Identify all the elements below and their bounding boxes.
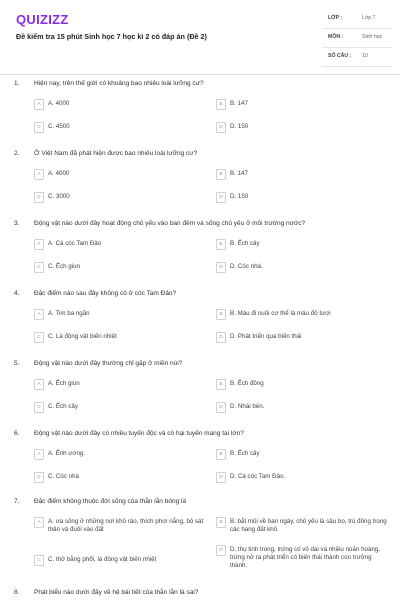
option-text: D. 150 — [230, 123, 249, 130]
question-text: Đặc điểm không thuộc đời sống của thằn lằn bóng là — [34, 498, 187, 505]
option-letter-box: C — [34, 555, 44, 566]
option-text: A. Ếnh ương. — [48, 450, 86, 457]
meta-key: MÔN : — [328, 34, 344, 40]
meta-row-count — [322, 48, 392, 67]
worksheet-header — [0, 0, 400, 75]
meta-key: SỐ CÂU : — [328, 53, 352, 59]
question-number: 2. — [14, 150, 20, 157]
option-letter-box: D — [216, 262, 226, 273]
option-letter-box: B — [216, 99, 226, 110]
question-number: 8. — [14, 589, 20, 596]
question-text: Động vật nào dưới đây hoạt động chủ yếu vào ban đêm và sống chủ yếu ở môi trường nước? — [34, 220, 306, 227]
option-text: A. ưa sống ở những nơi khô ráo, thích phơi nắng, bò sát thân và đuôi vào đất — [48, 518, 204, 533]
option-letter-box: B — [216, 379, 226, 390]
question-number: 4. — [14, 290, 20, 297]
option-text: B. Ếch đồng — [230, 380, 264, 387]
meta-key: LỚP : — [328, 15, 343, 21]
option-letter-box: B — [216, 309, 226, 320]
question-number: 3. — [14, 220, 20, 227]
option-text: D. Cóc nhà. — [230, 263, 263, 270]
option-letter-box: C — [34, 402, 44, 413]
option-text: C. 4500 — [48, 123, 70, 130]
meta-value: Lớp 7 — [362, 15, 376, 21]
meta-value: 10 — [362, 53, 368, 59]
meta-table — [322, 10, 392, 67]
option-text: D. Phát triển qua biến thái — [230, 333, 302, 340]
option-text: B. 147 — [230, 100, 248, 107]
question-text: Hiện nay, trên thế giới có khoảng bao nhiêu loài lưỡng cư? — [34, 80, 204, 87]
option-letter-box: C — [34, 192, 44, 203]
option-text: A. Cá cóc Tam Đảo — [48, 240, 102, 247]
option-letter-box: A — [34, 169, 44, 180]
option-text: D. Cá cóc Tam Đảo. — [230, 473, 286, 480]
option-letter-box: C — [34, 122, 44, 133]
option-text: D. thụ tinh trong, trứng có vỏ dai và nhiều noãn hoàng, trứng nở ra phát triển có biến thái thành con trưởng thành. — [230, 546, 380, 569]
quizizz-logo: QUIZIZZ — [16, 12, 69, 27]
question-text: Ở Việt Nam đã phát hiện được bao nhiêu loài lưỡng cư? — [34, 150, 198, 157]
option-text: C. Ếch cây — [48, 403, 78, 410]
option-text: D. 150 — [230, 193, 249, 200]
question-text: Phát biểu nào dưới đây về hệ bài tiết của thằn lằn là sai? — [34, 589, 199, 596]
option-text: C. Cóc nhà — [48, 473, 79, 480]
option-letter-box: C — [34, 332, 44, 343]
option-text: C. Là động vật biến nhiệt — [48, 333, 117, 340]
option-text: A. Tim ba ngăn — [48, 310, 90, 317]
question-number: 7. — [14, 498, 20, 505]
option-letter-box: D — [216, 472, 226, 483]
option-letter-box: D — [216, 122, 226, 133]
option-letter-box: B — [216, 239, 226, 250]
question-number: 5. — [14, 360, 20, 367]
option-text: D. Nhái bén. — [230, 403, 265, 410]
option-text: C. 3000 — [48, 193, 70, 200]
question-text: Động vật nào dưới đây thường chỉ gặp ở miền núi? — [34, 360, 183, 367]
option-letter-box: D — [216, 192, 226, 203]
option-text: C. Ếch giun — [48, 263, 80, 270]
option-text: C. thở bằng phổi, là động vật biến nhiệt — [48, 556, 157, 563]
option-letter-box: D — [216, 402, 226, 413]
option-letter-box: A — [34, 239, 44, 250]
option-text: A. Ếch giun — [48, 380, 80, 387]
option-text: A. 4000 — [48, 170, 70, 177]
option-letter-box: C — [34, 472, 44, 483]
option-letter-box: A — [34, 309, 44, 320]
meta-row-subject — [322, 29, 392, 48]
worksheet-title: Đề kiểm tra 15 phút Sinh học 7 học kì 2 có đáp án (Đề 2) — [16, 32, 207, 41]
meta-row-grade — [322, 10, 392, 29]
question-number: 6. — [14, 430, 20, 437]
option-letter-box: B — [216, 517, 226, 528]
option-text: A. 4000 — [48, 100, 70, 107]
question-text: Động vật nào dưới đây có nhiều tuyến độc và có hại tuyến mang tai lớn? — [34, 430, 244, 437]
option-text: B. bắt mồi về ban ngày, chủ yếu là sâu bọ, trú đông trong các hang đất khô. — [230, 518, 387, 533]
option-letter-box: C — [34, 262, 44, 273]
option-letter-box: B — [216, 169, 226, 180]
option-text: B. Ếch cây — [230, 450, 260, 457]
option-text: B. Máu đi nuôi cơ thể là máu đỏ tươi — [230, 310, 331, 317]
option-letter-box: D — [216, 332, 226, 343]
option-letter-box: A — [34, 517, 44, 528]
option-letter-box: A — [34, 449, 44, 460]
question-number: 1. — [14, 80, 20, 87]
option-letter-box: D — [216, 545, 226, 556]
option-text: B. 147 — [230, 170, 248, 177]
option-text: B. Ếch cây — [230, 240, 260, 247]
option-letter-box: A — [34, 379, 44, 390]
option-letter-box: A — [34, 99, 44, 110]
question-text: Đặc điểm nào sau đây không có ở cóc Tam Đảo? — [34, 290, 177, 297]
option-letter-box: B — [216, 449, 226, 460]
meta-value: Sinh học — [362, 34, 383, 40]
